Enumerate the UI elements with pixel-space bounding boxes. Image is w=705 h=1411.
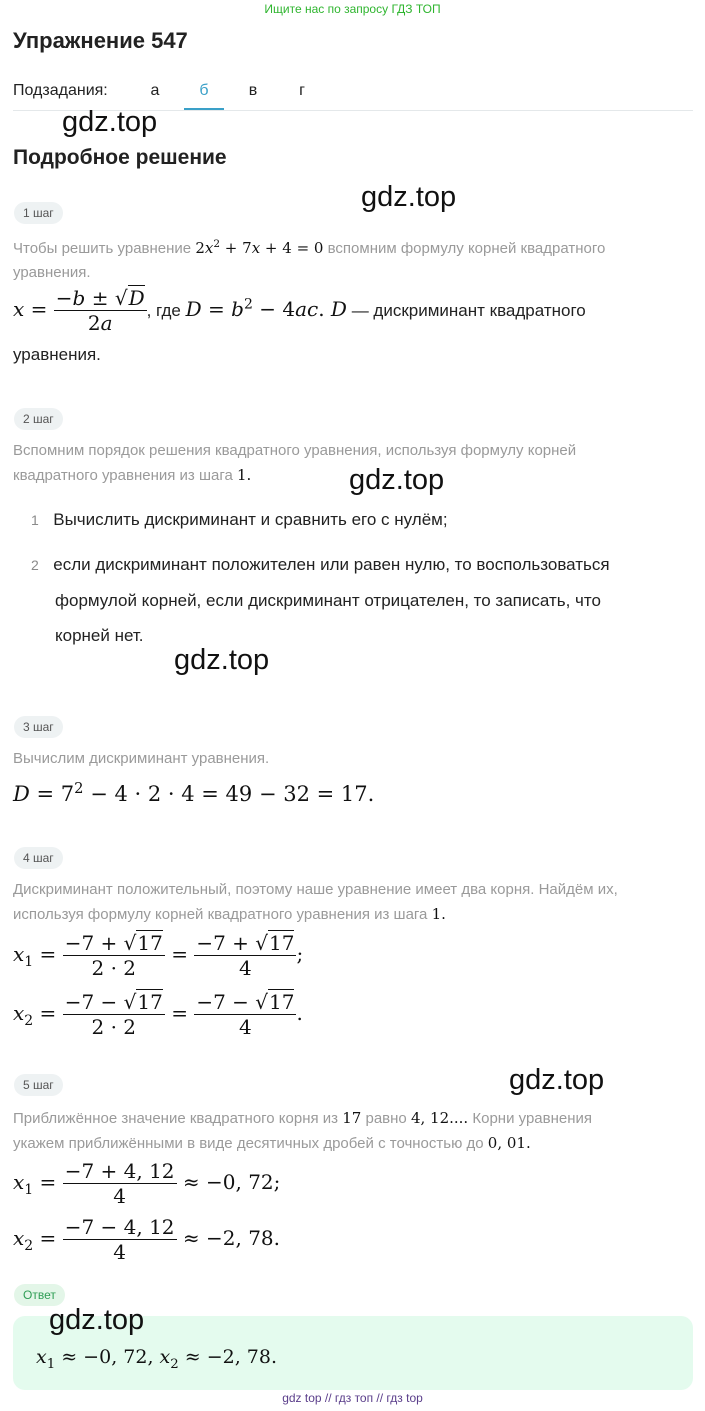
- step-text: [13, 439, 683, 488]
- step-badge: 1 шаг: [14, 202, 63, 224]
- step-text-part: Корни уравнения: [472, 1110, 593, 1127]
- step-text-part: вспомним формулу корней квадратного: [327, 240, 606, 257]
- tab-g[interactable]: г: [299, 82, 305, 99]
- math-number: 1.: [236, 466, 252, 484]
- roots-formula: x = $\frac{-b \pm √D}{2a}$: [13, 286, 145, 335]
- list-item: [31, 555, 610, 575]
- watermark: gdz.top: [509, 1064, 605, 1096]
- step-text-part: Дискриминант положительный, поэтому наше уравнение имеет два корня. Найдём их,: [13, 881, 618, 898]
- step-text: [13, 878, 683, 927]
- promo-banner[interactable]: Ищите нас по запросу ГДЗ ТОП: [264, 2, 441, 16]
- discriminant-calc: $D = 7^2 - 4 \cdot 2 \cdot 4 = 49 - 32 = 17$.: [13, 780, 375, 806]
- formula-text: — дискриминант квадратного: [351, 301, 586, 320]
- formula-line: [13, 286, 693, 335]
- watermark: gdz.top: [49, 1304, 145, 1336]
- list-number: 1: [31, 512, 39, 528]
- math-equation: $2x^2 + 7x + 4 = 0$: [195, 238, 324, 257]
- step-text: Вычислим дискриминант уравнения.: [13, 750, 270, 767]
- list-text: если дискриминант положителен или равен нулю, то воспользоваться: [53, 555, 610, 574]
- list-item: [31, 510, 448, 530]
- list-text: Вычислить дискриминант и сравнить его с нулём;: [53, 510, 448, 529]
- math-number: 17: [342, 1109, 362, 1127]
- math-number: 1.: [431, 905, 446, 923]
- step-text-part: Чтобы решить уравнение: [13, 240, 192, 257]
- step-badge: 3 шаг: [14, 716, 63, 738]
- subtasks-label: Подзадания:: [13, 82, 108, 99]
- watermark: gdz.top: [349, 464, 445, 496]
- answer-value: $x_1 \approx -0$, 72, $x_2 \approx -2$, 78.: [36, 1346, 278, 1372]
- root-x2-exact: $x_2$ = $\frac{-7 - √17}{2 \cdot 2}$ = $\frac{-7 - √17}{4}$ .: [13, 990, 303, 1039]
- step-text-part: Приближённое значение квадратного корня из: [13, 1110, 339, 1127]
- footer-links[interactable]: gdz top // гдз топ // гдз top: [282, 1391, 423, 1405]
- formula-text: уравнения.: [13, 345, 101, 364]
- tab-v[interactable]: в: [248, 82, 258, 99]
- step-text-part: используя формулу корней квадратного уравнения из шага: [13, 906, 428, 923]
- discriminant-formula: $D = b^2 - 4ac$. D: [185, 296, 347, 321]
- step-text: [13, 232, 683, 285]
- step-text-part: равно: [365, 1110, 407, 1127]
- watermark: gdz.top: [62, 106, 158, 138]
- active-tab-indicator: [184, 108, 224, 110]
- step-badge: 4 шаг: [14, 847, 63, 869]
- step-badge: 2 шаг: [14, 408, 63, 430]
- step-text-part: укажем приближёнными в виде десятичных дробей с точностью до: [13, 1135, 484, 1152]
- step-text-part: уравнения.: [13, 264, 91, 281]
- list-text: формулой корней, если дискриминант отрицателен, то записать, что: [55, 591, 601, 610]
- step-text-part: квадратного уравнения из шага: [13, 467, 233, 484]
- root-x1-approx: $x_1$ = $\frac{-7 + 4, 12}{4}$ ≈ −0, 72;: [13, 1159, 281, 1208]
- step-badge: 5 шаг: [14, 1074, 63, 1096]
- list-text: корней нет.: [55, 626, 144, 645]
- formula-text: , где: [146, 301, 181, 320]
- step-text-part: Вспомним порядок решения квадратного уравнения, используя формулу корней: [13, 442, 577, 459]
- watermark: gdz.top: [174, 644, 270, 676]
- answer-badge: Ответ: [14, 1284, 65, 1306]
- math-number: 0, 01.: [487, 1134, 531, 1152]
- section-title: Подробное решение: [13, 146, 227, 169]
- list-number: 2: [31, 557, 39, 573]
- root-x2-approx: $x_2$ = $\frac{-7 - 4, 12}{4}$ ≈ −2, 78.: [13, 1215, 281, 1264]
- watermark: gdz.top: [361, 181, 457, 213]
- root-x1-exact: $x_1$ = $\frac{-7 + √17}{2 \cdot 2}$ = $\frac{-7 + √17}{4}$ ;: [13, 931, 304, 980]
- page-title: Упражнение 547: [13, 28, 188, 53]
- tab-a[interactable]: а: [150, 82, 160, 99]
- step-text: [13, 1106, 683, 1156]
- tab-b[interactable]: б: [199, 82, 209, 99]
- math-number: 4, 12....: [410, 1109, 469, 1127]
